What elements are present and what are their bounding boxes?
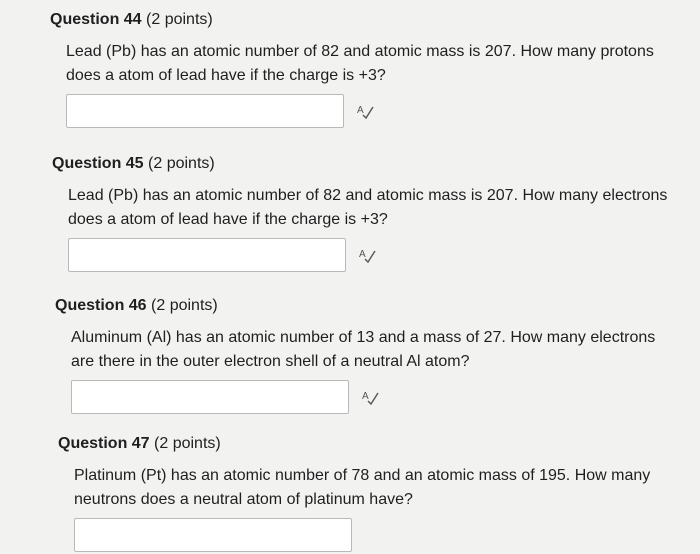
question-number: Question 47 — [58, 435, 150, 452]
question-text: Lead (Pb) has an atomic number of 82 and atomic mass is 207. How many electrons does a atom of lead have if the charge is +3? — [68, 187, 668, 228]
question-points: (2 points) — [148, 155, 215, 172]
question-title — [50, 10, 676, 30]
svg-text:A: A — [357, 105, 364, 116]
answer-row — [52, 238, 678, 274]
answer-row — [50, 94, 676, 130]
spellcheck-icon[interactable] — [361, 388, 379, 406]
answer-row — [55, 380, 681, 416]
answer-row — [58, 518, 684, 554]
question-title — [55, 296, 681, 316]
question-points: (2 points) — [151, 297, 218, 314]
question-text: Platinum (Pt) has an atomic number of 78 and an atomic mass of 195. How many neutrons does a neutral atom of platinum have? — [74, 467, 651, 508]
answer-input[interactable] — [68, 238, 346, 272]
question-points: (2 points) — [146, 11, 213, 28]
question-number: Question 45 — [52, 155, 144, 172]
answer-input[interactable] — [66, 94, 344, 128]
question-title — [52, 154, 678, 174]
question-45 — [52, 154, 678, 274]
question-text: Lead (Pb) has an atomic number of 82 and atomic mass is 207. How many protons does a atom of lead have if the charge is +3? — [66, 43, 654, 84]
question-title — [58, 434, 684, 454]
question-points: (2 points) — [154, 435, 221, 452]
answer-input[interactable] — [74, 518, 352, 552]
question-number: Question 44 — [50, 11, 142, 28]
spellcheck-icon[interactable] — [356, 102, 374, 120]
question-number: Question 46 — [55, 297, 147, 314]
question-46 — [55, 296, 681, 416]
question-44 — [50, 10, 676, 130]
spellcheck-icon[interactable] — [358, 246, 376, 264]
svg-text:A: A — [362, 391, 369, 402]
svg-text:A: A — [359, 249, 366, 260]
answer-input[interactable] — [71, 380, 349, 414]
question-text: Aluminum (Al) has an atomic number of 13 and a mass of 27. How many electrons are there in the outer electron shell of a neutral Al atom? — [71, 329, 656, 370]
question-47 — [58, 434, 684, 554]
